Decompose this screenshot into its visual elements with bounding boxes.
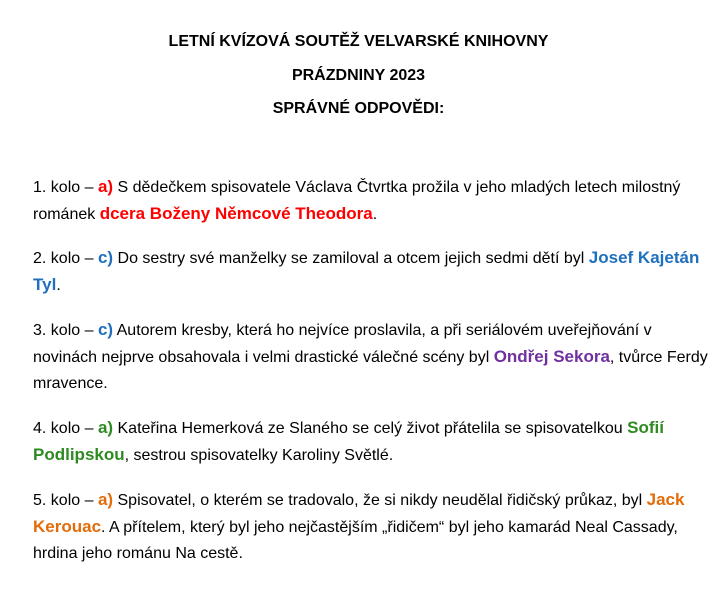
title-line-2: PRÁZDNINY 2023 [291,67,426,84]
round-2-suffix: . [56,277,61,294]
round-4-paragraph [33,415,708,469]
round-1-suffix: . [372,206,378,223]
round-5-letter: a) [97,490,114,509]
round-1-letter: a) [97,177,114,196]
title-line-1: LETNÍ KVÍZOVÁ SOUTĚŽ VELVARSKÉ KNIHOVNY [168,33,549,50]
title-line-3: SPRÁVNÉ ODPOVĚDI: [272,100,445,117]
round-3-answer: Ondřej Sekora [493,347,610,366]
round-1-answer: dcera Boženy Němcové Theodora [99,204,373,223]
round-3-suffix: , tvůrce Ferdy mravence. [33,349,708,392]
round-3-letter: c) [97,320,114,339]
round-5-answer: Jack Kerouac [33,490,685,536]
round-4-prefix: 4. kolo – [33,420,98,437]
round-3-text: Autorem kresby, která ho nejvíce proslavila, a při seriálovém uveřejňování v novinách nejprve obsahovala i velmi drastické válečné scény byl [33,322,652,366]
round-2-paragraph [33,245,708,299]
round-2-prefix: 2. kolo – [33,250,98,267]
round-1-paragraph [33,174,708,228]
round-5-paragraph [33,487,708,567]
round-4-answer: Sofií Podlipskou [33,418,664,464]
round-4-suffix: , sestrou spisovatelky Karoliny Světlé. [124,447,394,464]
round-2-text: Do sestry své manželky se zamiloval a otcem jejich sedmi dětí byl [113,250,589,267]
round-5-suffix: . A přítelem, který byl jeho nejčastějším „řidičem“ byl jeho kamarád Neal Cassady, hrdina jeho románu Na cestě. [33,519,678,562]
round-5-prefix: 5. kolo – [33,492,98,509]
round-1-prefix: 1. kolo – [33,179,98,196]
round-3-paragraph [33,317,708,397]
round-5-text: Spisovatel, o kterém se tradovalo, že si nikdy neudělal řidičský průkaz, byl [113,492,647,509]
round-4-letter: a) [97,418,114,437]
round-2-answer: Josef Kajetán Tyl [33,248,700,294]
round-1-text: S dědečkem spisovatele Václava Čtvrtka prožila v jeho mladých letech milostný románek [33,179,681,223]
round-3-prefix: 3. kolo – [33,322,98,339]
round-4-text: Kateřina Hemerková ze Slaného se celý život přátelila se spisovatelkou [113,420,628,437]
round-2-letter: c) [97,248,114,267]
